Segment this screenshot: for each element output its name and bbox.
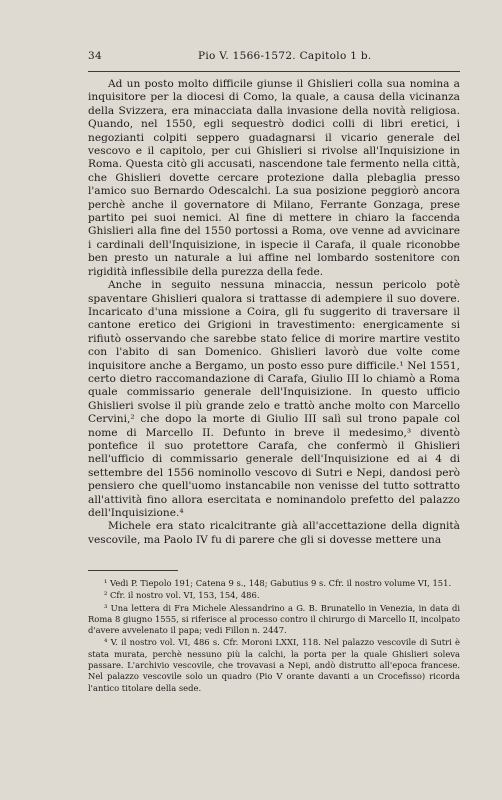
header-rule — [88, 71, 460, 72]
footnotes — [88, 578, 460, 695]
paragraph: Michele era stato ricalcitrante già all'accettazione della dignità vescovile, ma Paolo IV fu di parere che gli si dovesse mettere una — [88, 520, 460, 546]
page-number: 34 — [88, 50, 102, 62]
footnote: ¹ Vedi P. Tiepolo 191; Catena 9 s., 148; Gabutius 9 s. Cfr. il nostro volume VI, 151. — [104, 578, 452, 588]
running-title: Pio V. 1566-1572. Capitolo 1 b. — [198, 50, 372, 62]
paragraph: Ad un posto molto difficile giunse il Ghislieri colla sua nomina a inquisitore per la diocesi di Como, la quale, a causa della vicinanza della Svizzera, era minacciata dalla invasione della novità religiosa. Quando, nel 1550, egli sequestrò dodici colli di libri eretici, i negozianti colpiti seppero guadagnarsi il vicario generale del vescovo e il capitolo, per cui Ghislieri si rivolse all'Inquisizione in Roma. Questa citò gli accusati, nascendone tale fermento nella città, che Ghislieri dovette cercare protezione dalla plebaglia presso l'amico suo Bernardo Odescalchi. La sua posizione peggiorò ancora perchè anche il governatore di Milano, Ferrante Gonzaga, prese partito pei suoi nemici. Al fine di mettere in chiaro la faccenda Ghislieri alla fine del 1550 portossi a Roma, ove venne ad avvicinare i cardinali dell'Inquisizione, in ispecie il Carafa, il quale riconobbe ben presto un naturale a lui affine nel lombardo sostenitore con rigidità inflessibile della purezza della fede. — [88, 78, 460, 278]
footnote: ³ Una lettera di Fra Michele Alessandrino a G. B. Brunatello in Venezia, in data di Roma 8 giugno 1555, si riferisce al processo contro il chirurgo di Marcello II, incolpato d'avere avvelenato il papa; vedi Fillon n. 2447. — [88, 602, 460, 636]
footnote: ⁴ V. il nostro vol. VI, 486 s. Cfr. Moroni LXXI, 118. Nel palazzo vescovile di Sutri è stata murata, perchè nessuno più la calchi, la porta per la quale Ghislieri soleva passare. L'archivio vescovile, che trovavasi a Nepi, andò distrutto all'epoca francese. Nel palazzo vescovile solo un quadro (Pio V orante davanti a un Crocefisso) ricorda l'antico titolare della sede. — [88, 637, 460, 693]
main-text — [88, 78, 460, 547]
footnote-rule — [88, 570, 178, 571]
paragraph: Anche in seguito nessuna minaccia, nessun pericolo potè spaventare Ghislieri qualora si trattasse di adempiere il suo dovere. Incaricato d'una missione a Coira, gli fu suggerito di traversare il cantone eretico dei Grigioni in travestimento: energicamente si rifiutò osservando che sarebbe stato felice di morire martire vestito con l'abito di san Domenico. Ghislieri lavorò due volte come inquisitore anche a Bergamo, un posto esso pure difficile.¹ Nel 1551, certo dietro raccomandazione di Carafa, Giulio III lo chiamò a Roma quale commissario generale dell'Inquisizione. In questo ufficio Ghislieri svolse il più grande zelo e trattò anche molto con Marcello Cervini,² che dopo la morte di Giulio III salì sul trono papale col nome di Marcello II. Defunto in breve il medesimo,³ diventò pontefice il suo protettore Carafa, che confermò il Ghislieri nell'ufficio di commissario generale dell'Inquisizione ed ai 4 di settembre del 1556 nominollo vescovo di Sutri e Nepi, dandosi però pensiero che quell'uomo instancabile non venisse del tutto sottratto all'attività fino allora esercitata e nominandolo prefetto del palazzo dell'Inquisizione.⁴ — [88, 279, 460, 519]
footnote: ² Cfr. il nostro vol. VI, 153, 154, 486. — [104, 590, 260, 601]
